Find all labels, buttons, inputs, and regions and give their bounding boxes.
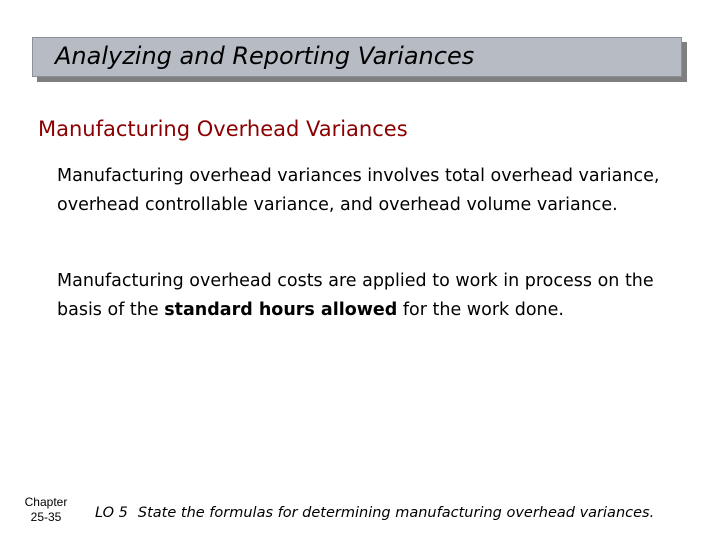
section-heading: Manufacturing Overhead Variances — [38, 117, 408, 141]
bold-standard-hours: standard hours allowed — [164, 300, 398, 320]
paragraph-overhead-variances: Manufacturing overhead variances involves total overhead variance, overhead controllable variance, and overhead volume variance. — [57, 166, 660, 215]
paragraph-text-after: for the work done. — [397, 300, 564, 320]
lo-label: LO 5 — [95, 505, 128, 521]
title-bar — [32, 37, 682, 77]
slide-title: Analyzing and Reporting Variances — [55, 42, 475, 70]
paragraph-text-before: Manufacturing overhead costs are applied to work in process on the basis of the — [57, 271, 654, 320]
learning-objective — [95, 505, 654, 521]
chapter-label-block — [14, 495, 78, 525]
chapter-label: Chapter — [24, 495, 68, 509]
paragraph-overhead-applied — [57, 267, 687, 325]
lo-text: State the formulas for determining manufacturing overhead variances. — [137, 505, 655, 521]
slide-number: 25-35 — [30, 510, 62, 524]
